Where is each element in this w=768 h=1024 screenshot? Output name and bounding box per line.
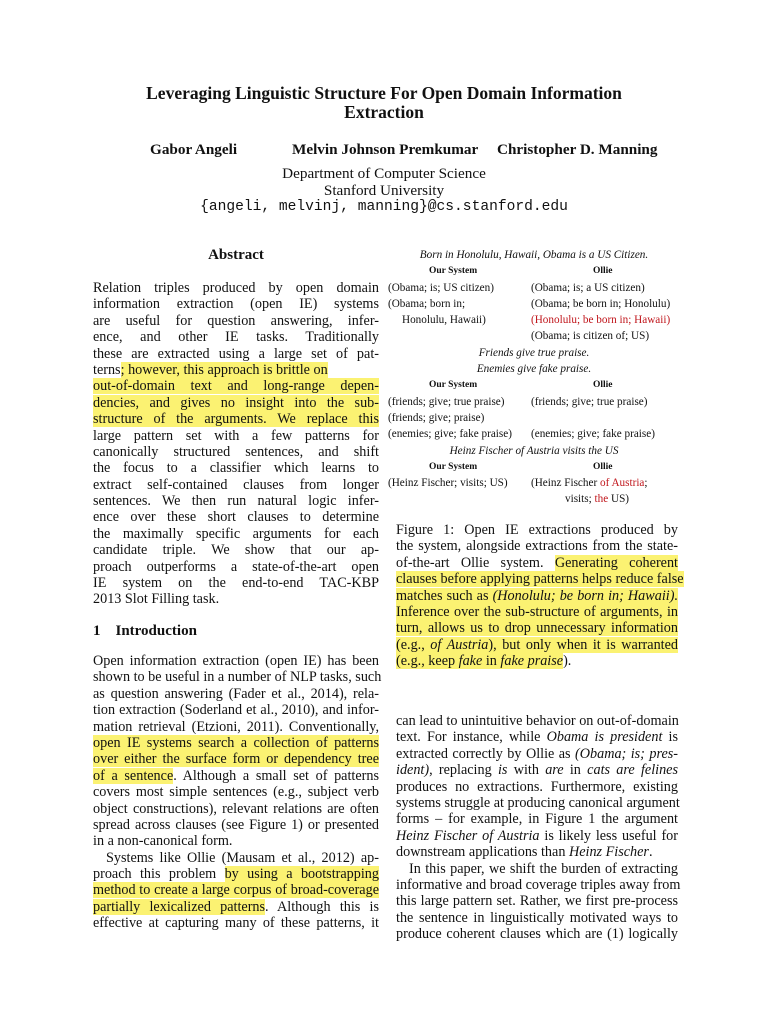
intro-line: effective at capturing many of these patterns, it: [93, 915, 379, 932]
abstract-line: the maximally specific arguments for each: [93, 525, 379, 542]
caption-highlight: [396, 588, 678, 604]
introduction-body: [93, 653, 382, 932]
figure-row: [388, 394, 680, 410]
section-number: 1: [93, 623, 101, 639]
caption-line: Figure 1: Open IE extractions produced by: [396, 522, 678, 538]
figure-example-caption: Enemies give fake praise.: [476, 363, 592, 376]
intro-line: covers most simple sentences (e.g., subject verb: [93, 784, 379, 801]
our-extraction: (friends; give; praise): [388, 411, 485, 424]
figure-header-row: [388, 377, 680, 393]
our-extraction: (Obama; born in;: [388, 297, 466, 310]
caption-line: [396, 620, 678, 636]
abstract-line: these are extracted using a large set of pat-: [93, 345, 379, 362]
our-extraction: (enemies; give; fake praise): [388, 428, 512, 441]
abstract-line: canonically structured sentences, and shift: [93, 443, 379, 460]
caption-highlight: turn, allows us to drop unnecessary information: [396, 620, 678, 637]
body-italic: cats are felines: [587, 762, 678, 779]
intro-highlight: partially lexicalized patterns: [93, 898, 266, 915]
caption-text: Inference over the sub-structure of arguments,: [396, 603, 663, 620]
figure-row: [388, 280, 680, 296]
body-text: downstream applications than: [396, 844, 569, 861]
ollie-extraction: (Obama; is citizen of; US): [531, 330, 650, 343]
caption-line: [396, 588, 678, 604]
section-heading: [93, 623, 197, 640]
abstract-line: 2013 Slot Filling task.: [93, 591, 220, 608]
figure-example-caption: Friends give true praise.: [478, 346, 590, 359]
figure-1: [388, 247, 680, 508]
body-text: .: [648, 844, 653, 861]
body-italic: ident): [396, 762, 430, 779]
abstract-text: terns: [93, 361, 121, 378]
caption-line: [396, 571, 684, 588]
caption-line: [396, 653, 678, 669]
abstract-line: extract self-contained clauses from longer: [93, 476, 379, 493]
author-3: Christopher D. Manning: [497, 141, 658, 158]
author-emails: {angeli, melvinj, manning}@cs.stanford.edu: [200, 199, 568, 215]
intro-highlight: over either the surface form or dependency tree: [93, 751, 379, 768]
caption-line: [396, 555, 678, 571]
intro-line: [93, 735, 379, 751]
intro-highlight: by using a bootstrapping: [224, 866, 379, 883]
abstract-heading: Abstract: [208, 247, 264, 263]
abstract-highlight: dencies, and gives no insight into the sub-: [93, 394, 379, 411]
caption-line: [396, 604, 678, 620]
figure-row: [388, 328, 680, 344]
intro-highlight: open IE systems search a collection of patterns: [93, 734, 379, 751]
caption-text: (e.g., keep: [396, 653, 459, 670]
body-text: with: [507, 762, 546, 779]
right-column-body: [396, 713, 681, 943]
abstract-line: are useful for question answering, infer-: [93, 312, 379, 329]
abstract-body: [93, 280, 379, 608]
ollie-extraction: (Obama; is; a US citizen): [531, 281, 645, 294]
body-text: is: [662, 729, 678, 746]
body-line: the sentence in linguistically motivated ways to: [396, 909, 678, 926]
body-line: this large pattern set. Rather, we first pre-process: [396, 893, 678, 910]
figure-row: [388, 296, 680, 312]
caption-text: in: [482, 653, 501, 670]
abstract-line: IE system on the end-to-end TAC-KBP: [93, 575, 379, 592]
caption-highlight: clauses before applying patterns helps reduce false: [396, 571, 684, 588]
body-text: , replacing: [429, 762, 498, 779]
intro-line: [93, 882, 379, 898]
ollie-extraction: (friends; give; true praise): [531, 395, 648, 408]
body-text: text. For instance, while: [396, 729, 547, 746]
caption-highlight: Generating coherent: [554, 554, 679, 571]
body-line: informative and broad coverage triples away from: [396, 876, 681, 893]
body-italic: Heinz Fischer: [568, 844, 649, 861]
our-extraction: (Obama; is; US citizen): [388, 281, 494, 294]
body-text: in: [563, 762, 588, 779]
body-italic: is: [497, 762, 508, 779]
body-line: forms – for example, in Figure 1 the argument: [396, 811, 678, 828]
abstract-highlight: structure of the arguments. We replace this: [93, 411, 379, 428]
figure-example-caption: Born in Honolulu, Hawaii, Obama is a US Citizen.: [419, 249, 649, 261]
title-line-1: Leveraging Linguistic Structure For Open Domain Information: [146, 83, 622, 103]
author-1: Gabor Angeli: [150, 141, 238, 158]
caption-italic: (Honolulu; be born in; Hawaii).: [492, 587, 678, 604]
abstract-line: ence over these short clauses to determine: [93, 509, 379, 526]
figure-example-caption: Heinz Fischer of Austria visits the US: [449, 444, 619, 457]
section-title: Introduction: [115, 623, 197, 639]
ollie-extraction: [565, 491, 629, 507]
abstract-line: proach outperforms a state-of-the-art open: [93, 558, 379, 575]
caption-italic: fake praise: [500, 653, 564, 670]
abstract-line: ence, and other IE tasks. Traditionally: [93, 329, 379, 346]
abstract-line: sentences. We then run natural logic infer-: [93, 493, 379, 510]
body-italic: Obama is president: [546, 729, 663, 746]
author-2: Melvin Johnson Premkumar: [292, 141, 479, 158]
body-line: [396, 746, 678, 762]
intro-line: [93, 866, 379, 882]
title-line-2: Extraction: [344, 102, 424, 122]
caption-highlight: [396, 653, 563, 669]
body-line: can lead to unintuitive behavior on out-of-domain: [396, 713, 679, 729]
intro-line: object constructions), relevant relations are often: [93, 800, 379, 817]
intro-line: tion extraction (Soderland et al., 2010), and infor-: [93, 702, 379, 719]
body-line: [396, 844, 678, 860]
ollie-extraction-error: (Honolulu; be born in; Hawaii): [531, 314, 671, 327]
ollie-error-text: of Austria: [599, 477, 645, 490]
caption-line: the system, alongside extractions from the state-: [396, 538, 678, 555]
figure-row: [388, 410, 680, 426]
figure-header-row: [388, 459, 680, 475]
caption-text: ).: [563, 653, 572, 670]
our-extraction: (Heinz Fischer; visits; US): [388, 477, 508, 490]
figure-row: [388, 491, 680, 507]
body-italic: (Obama; is; pres-: [575, 745, 678, 762]
intro-line: mation retrieval (Etzioni, 2011). Conventionally,: [93, 718, 379, 735]
ollie-extraction: (enemies; give; fake praise): [531, 428, 655, 441]
body-italic: Heinz Fischer of Austria: [396, 827, 540, 844]
column-our-system: Our System: [429, 380, 478, 391]
ollie-text: visits;: [565, 493, 595, 506]
ollie-extraction: (Obama; be born in; Honolulu): [531, 297, 671, 310]
caption-text: (e.g.,: [396, 636, 431, 653]
abstract-line: [93, 362, 379, 378]
our-extraction: (friends; give; true praise): [388, 395, 505, 408]
body-line: [396, 762, 678, 778]
body-line: systems struggle at producing canonical argument: [396, 794, 680, 811]
abstract-line: [93, 395, 379, 411]
abstract-line: Relation triples produced by open domain: [93, 280, 379, 296]
abstract-highlight: ; however, this approach is brittle on: [120, 361, 328, 378]
body-italic: are: [545, 762, 564, 779]
intro-line: spread across clauses (see Figure 1) or presented: [93, 816, 379, 833]
intro-line: as question answering (Fader et al., 2014), rela-: [93, 685, 379, 702]
column-our-system: Our System: [429, 461, 478, 472]
intro-line: [93, 768, 379, 784]
abstract-line: information extraction (open IE) systems: [93, 296, 379, 313]
ollie-extraction: [531, 475, 648, 491]
abstract-line: candidate triple. We show that our ap-: [93, 542, 379, 559]
body-line: [396, 729, 678, 745]
body-line: produces no extractions. Furthermore, existing: [396, 778, 678, 795]
figure-caption: [396, 522, 684, 670]
caption-highlight: [396, 637, 678, 653]
body-line: In this paper, we shift the burden of extracting: [409, 860, 678, 877]
column-ollie: Ollie: [593, 461, 613, 472]
abstract-line: large pattern set with a few patterns for: [93, 427, 379, 444]
abstract-line: the focus to a classifier which learns to: [93, 460, 379, 477]
our-extraction: Honolulu, Hawaii): [402, 314, 486, 327]
paper-title: [0, 84, 768, 122]
caption-italic: fake: [458, 653, 483, 670]
intro-line: [93, 751, 379, 767]
intro-line: [93, 899, 379, 915]
caption-italic: of Austria: [430, 636, 489, 653]
affiliation-department: Department of Computer Science: [282, 165, 486, 182]
intro-line: shown to be useful in a number of NLP tasks, such: [93, 669, 382, 686]
affiliation-university: Stanford University: [323, 182, 445, 199]
intro-highlight: of a sentence: [93, 767, 174, 784]
intro-line: in a non-canonical form.: [93, 833, 233, 850]
abstract-line: [93, 378, 379, 394]
intro-text: . Although this is: [265, 898, 379, 915]
body-text: extracted correctly by Ollie as: [396, 745, 576, 762]
figure-row: [388, 312, 680, 328]
intro-text: proach this problem: [93, 866, 225, 883]
column-our-system: Our System: [429, 266, 478, 277]
abstract-highlight: out-of-domain text and long-range depen-: [93, 378, 379, 395]
body-line: produce coherent clauses which are (1) logically: [396, 926, 678, 943]
caption-highlight: [396, 604, 678, 620]
caption-text: in: [662, 603, 678, 620]
caption-text: of-the-art Ollie system.: [396, 554, 555, 571]
ollie-text: US): [608, 493, 630, 506]
figure-row: [388, 475, 680, 491]
intro-line: Open information extraction (open IE) has been: [93, 653, 379, 669]
figure-row: [388, 426, 680, 442]
caption-text: matches such as: [396, 587, 493, 604]
intro-text: . Although a small set of patterns: [173, 767, 379, 784]
column-ollie: Ollie: [593, 380, 613, 391]
abstract-line: [93, 411, 379, 427]
column-ollie: Ollie: [593, 266, 613, 277]
intro-highlight: method to create a large corpus of broad-coverage: [93, 882, 379, 899]
body-line: [396, 828, 678, 844]
caption-text: ), but only when it is warranted: [488, 636, 678, 653]
caption-line: [396, 637, 678, 653]
ollie-error-text: the: [594, 493, 609, 506]
ollie-text: (Heinz Fischer: [531, 477, 600, 490]
body-text: is likely less useful for: [539, 827, 678, 844]
ollie-text: ;: [644, 477, 648, 490]
intro-line: Systems like Ollie (Mausam et al., 2012) ap-: [106, 849, 379, 866]
figure-header-row: [388, 263, 680, 279]
